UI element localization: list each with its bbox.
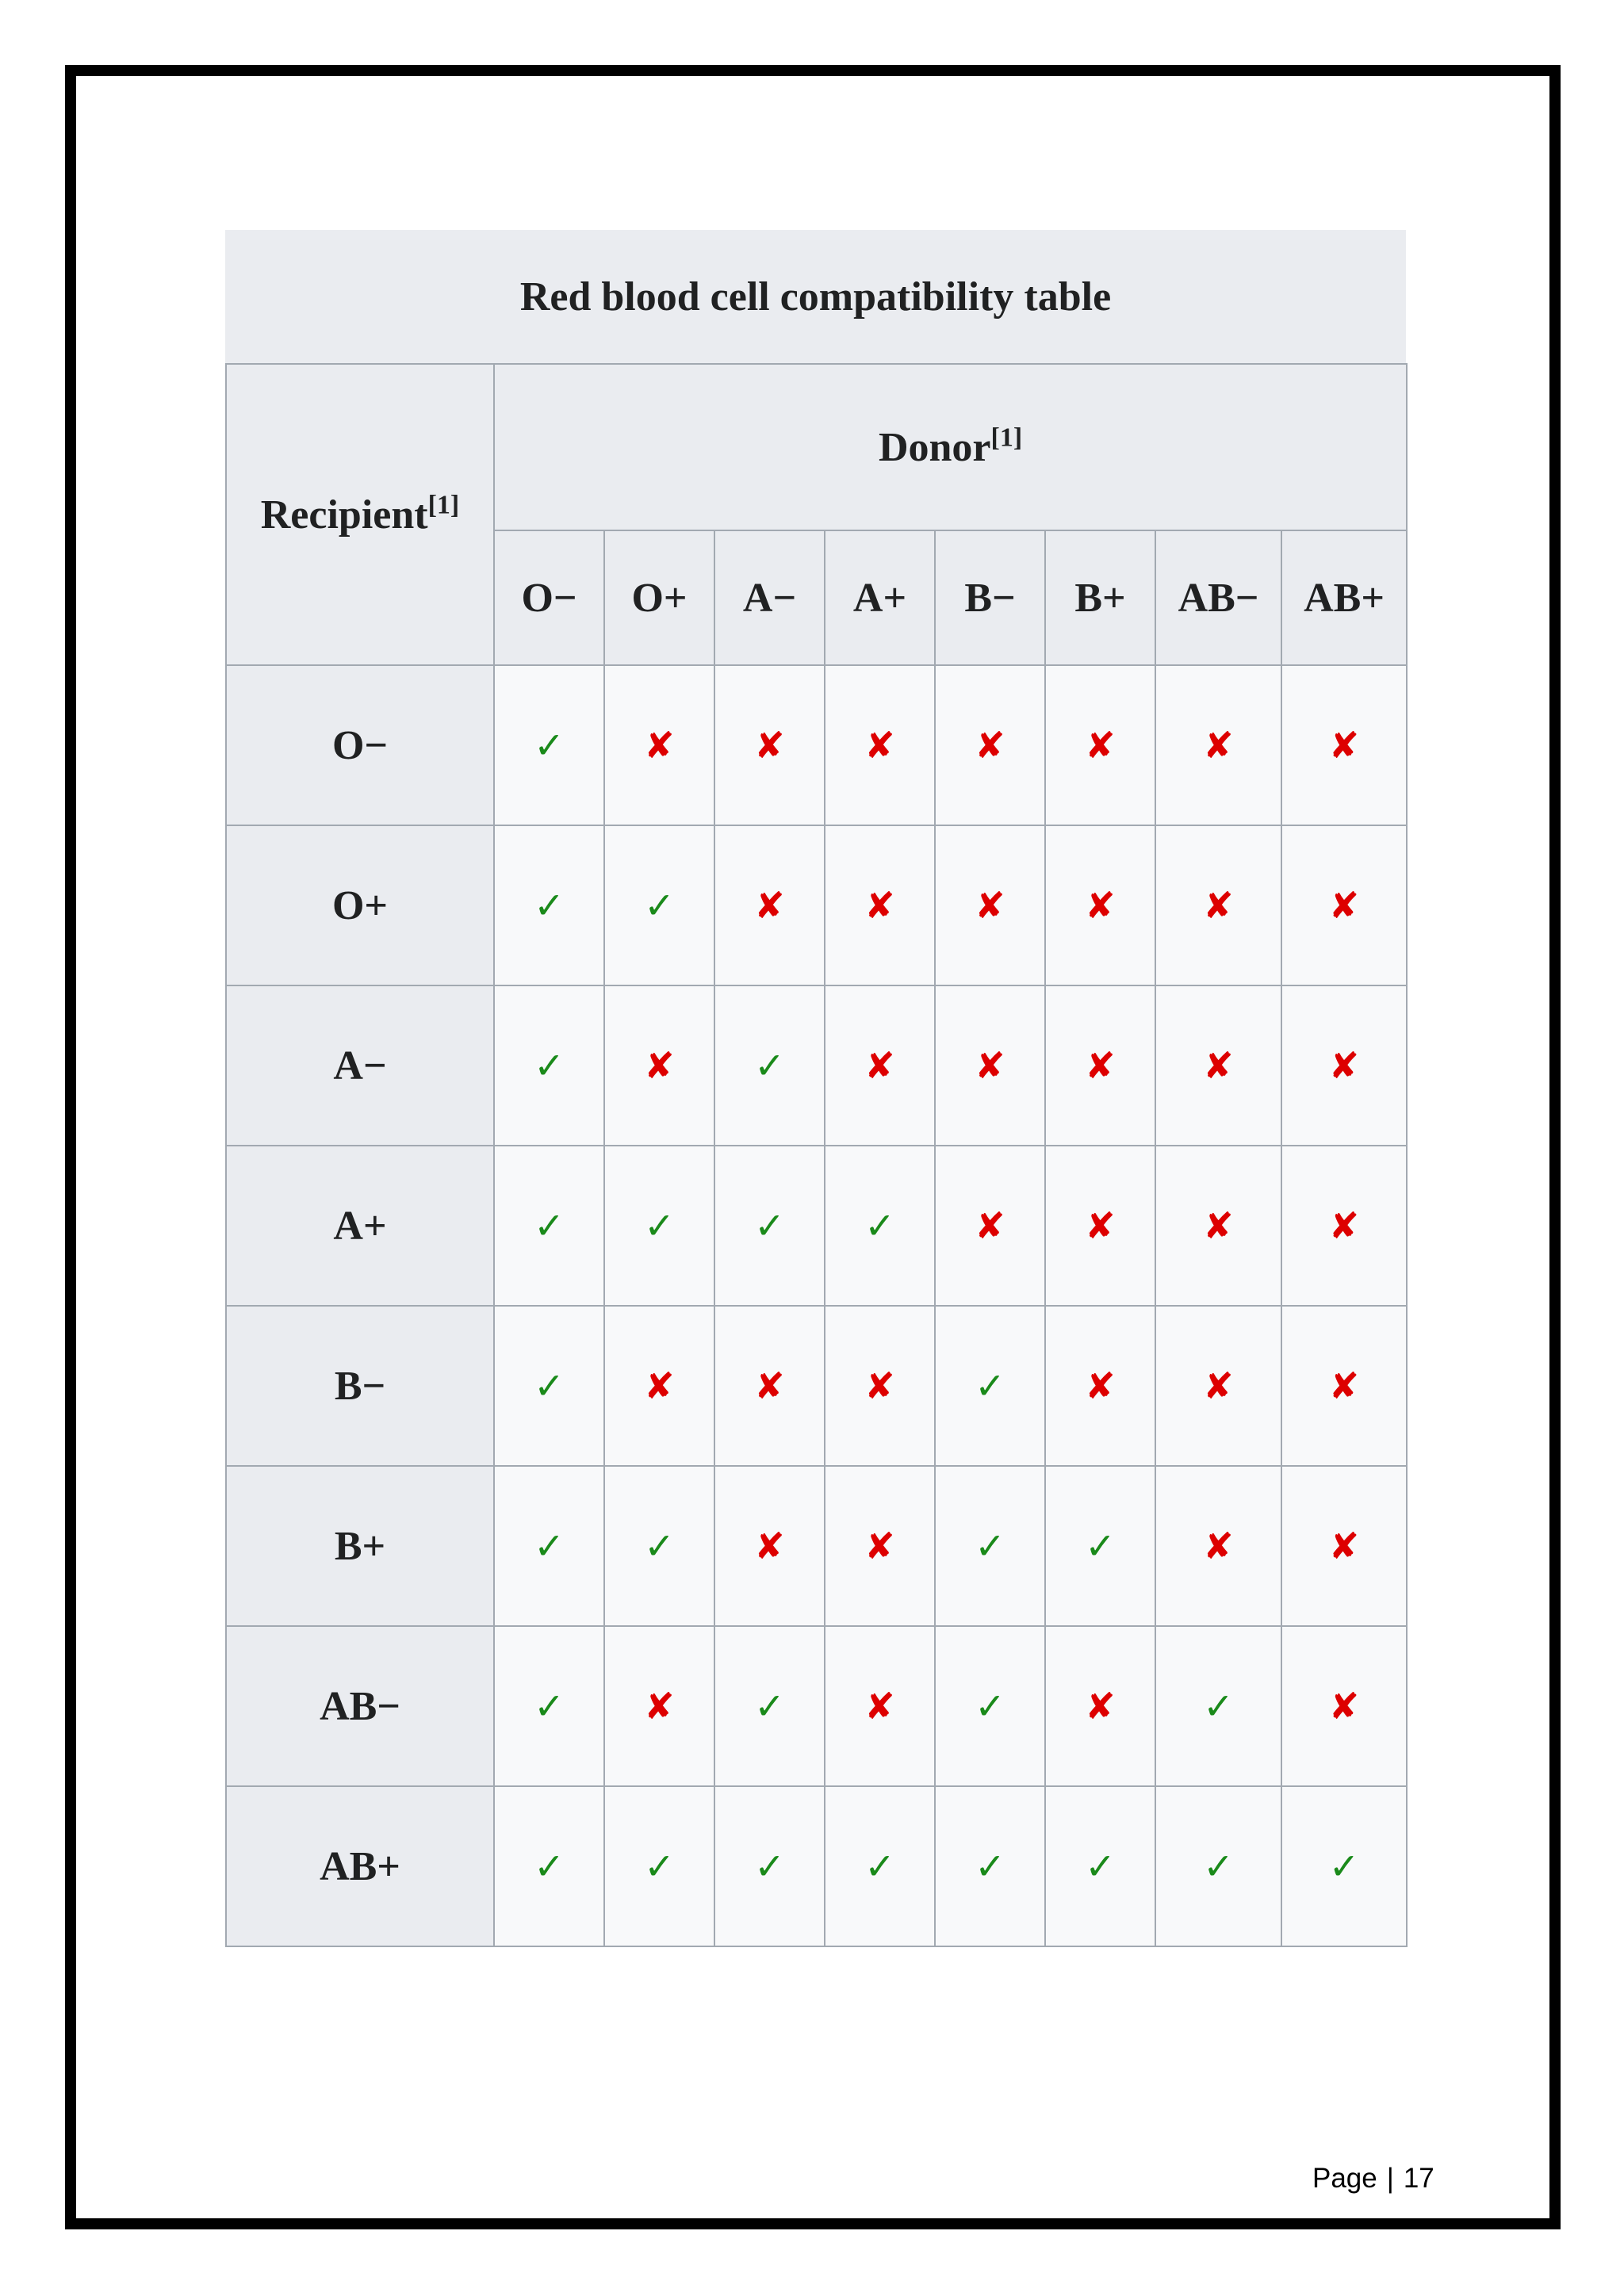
compat-cell	[935, 1146, 1045, 1306]
table-caption: Red blood cell compatibility table	[225, 230, 1406, 363]
compat-cell	[714, 825, 825, 985]
compat-cell	[1045, 1466, 1155, 1626]
cross-icon: ✘	[1328, 724, 1360, 767]
check-icon: ✓	[864, 1845, 895, 1888]
compat-cell	[494, 665, 604, 825]
compat-cell	[1155, 665, 1281, 825]
table-row	[226, 1626, 1407, 1786]
compat-cell	[1155, 1626, 1281, 1786]
compat-cell	[494, 1786, 604, 1946]
compat-cell	[935, 825, 1045, 985]
check-icon: ✓	[1203, 1685, 1234, 1728]
recipient-header	[226, 364, 494, 665]
cross-icon: ✘	[1085, 884, 1116, 927]
donor-label: Donor	[878, 424, 991, 470]
donor-type-header: A−	[714, 530, 825, 665]
compat-cell	[1281, 1146, 1407, 1306]
recipient-label: Recipient	[260, 492, 428, 538]
check-icon: ✓	[644, 1204, 675, 1247]
compat-cell	[604, 665, 714, 825]
cross-icon: ✘	[975, 884, 1005, 927]
cross-icon: ✘	[1085, 724, 1116, 767]
compat-cell	[825, 985, 935, 1146]
check-icon: ✓	[1085, 1525, 1116, 1567]
cross-icon: ✘	[754, 1525, 785, 1567]
table-row	[226, 1146, 1407, 1306]
donor-type-header: AB+	[1281, 530, 1407, 665]
page-label: Page	[1312, 2163, 1377, 2194]
donor-type-header: A+	[825, 530, 935, 665]
check-icon: ✓	[754, 1845, 785, 1888]
recipient-ref[interactable]: [1]	[427, 490, 460, 520]
compat-cell	[1045, 1626, 1155, 1786]
cross-icon: ✘	[644, 1685, 675, 1728]
compat-cell	[1155, 825, 1281, 985]
compat-cell	[1045, 1786, 1155, 1946]
compat-cell	[1045, 985, 1155, 1146]
check-icon: ✓	[975, 1364, 1005, 1407]
check-icon: ✓	[1328, 1845, 1360, 1888]
table-row	[226, 825, 1407, 985]
compat-cell	[1281, 1786, 1407, 1946]
cross-icon: ✘	[1328, 1685, 1360, 1728]
compat-cell	[714, 1466, 825, 1626]
compat-cell	[825, 825, 935, 985]
compat-cell	[825, 665, 935, 825]
compat-cell	[825, 1306, 935, 1466]
cross-icon: ✘	[1328, 1044, 1360, 1087]
cross-icon: ✘	[754, 1364, 785, 1407]
compat-cell	[494, 1466, 604, 1626]
recipient-type-header: B−	[226, 1306, 494, 1466]
cross-icon: ✘	[1203, 724, 1234, 767]
page-footer	[1312, 2163, 1434, 2195]
cross-icon: ✘	[1328, 1204, 1360, 1247]
cross-icon: ✘	[644, 1364, 675, 1407]
cross-icon: ✘	[864, 724, 895, 767]
compat-cell	[825, 1786, 935, 1946]
check-icon: ✓	[644, 1525, 675, 1567]
compat-cell	[604, 985, 714, 1146]
compat-cell	[1045, 825, 1155, 985]
compat-cell	[825, 1146, 935, 1306]
cross-icon: ✘	[1203, 1525, 1234, 1567]
compat-cell	[604, 1306, 714, 1466]
donor-type-header: AB−	[1155, 530, 1281, 665]
cross-icon: ✘	[1328, 1525, 1360, 1567]
donor-type-header: O−	[494, 530, 604, 665]
check-icon: ✓	[534, 1044, 565, 1087]
cross-icon: ✘	[754, 884, 785, 927]
compat-cell	[1155, 1306, 1281, 1466]
compat-cell	[825, 1626, 935, 1786]
recipient-type-header: AB+	[226, 1786, 494, 1946]
compat-cell	[1155, 1466, 1281, 1626]
cross-icon: ✘	[644, 1044, 675, 1087]
compat-cell	[714, 1146, 825, 1306]
check-icon: ✓	[754, 1044, 785, 1087]
compatibility-table	[225, 230, 1406, 1947]
cross-icon: ✘	[864, 884, 895, 927]
cross-icon: ✘	[1328, 884, 1360, 927]
compat-cell	[825, 1466, 935, 1626]
recipient-type-header: O−	[226, 665, 494, 825]
compat-cell	[935, 985, 1045, 1146]
check-icon: ✓	[534, 884, 565, 927]
check-icon: ✓	[534, 1685, 565, 1728]
compat-cell	[494, 1146, 604, 1306]
check-icon: ✓	[534, 1204, 565, 1247]
donor-type-header: B−	[935, 530, 1045, 665]
compat-cell	[714, 1786, 825, 1946]
check-icon: ✓	[534, 1525, 565, 1567]
table-row	[226, 1786, 1407, 1946]
compat-cell	[1281, 825, 1407, 985]
cross-icon: ✘	[975, 1044, 1005, 1087]
check-icon: ✓	[754, 1685, 785, 1728]
table-row	[226, 665, 1407, 825]
compat-cell	[1155, 1146, 1281, 1306]
check-icon: ✓	[754, 1204, 785, 1247]
cross-icon: ✘	[864, 1044, 895, 1087]
compat-cell	[604, 825, 714, 985]
cross-icon: ✘	[1203, 1364, 1234, 1407]
table-row	[226, 985, 1407, 1146]
compat-grid	[225, 363, 1408, 1947]
compat-cell	[1281, 1466, 1407, 1626]
compat-cell	[714, 665, 825, 825]
compat-cell	[714, 1306, 825, 1466]
check-icon: ✓	[975, 1525, 1005, 1567]
compat-cell	[1155, 985, 1281, 1146]
cross-icon: ✘	[1203, 1204, 1234, 1247]
page-separator: |	[1386, 2163, 1394, 2194]
donor-header	[494, 364, 1407, 530]
cross-icon: ✘	[975, 724, 1005, 767]
cross-icon: ✘	[1085, 1204, 1116, 1247]
recipient-type-header: B+	[226, 1466, 494, 1626]
check-icon: ✓	[1203, 1845, 1234, 1888]
check-icon: ✓	[975, 1685, 1005, 1728]
table-row	[226, 1306, 1407, 1466]
compat-cell	[1155, 1786, 1281, 1946]
cross-icon: ✘	[1085, 1685, 1116, 1728]
compat-cell	[1045, 1306, 1155, 1466]
compat-cell	[494, 825, 604, 985]
compat-cell	[604, 1466, 714, 1626]
cross-icon: ✘	[975, 1204, 1005, 1247]
cross-icon: ✘	[864, 1364, 895, 1407]
compat-cell	[1281, 1626, 1407, 1786]
table-row	[226, 1466, 1407, 1626]
compat-cell	[935, 1786, 1045, 1946]
compat-cell	[1281, 1306, 1407, 1466]
compat-cell	[935, 1626, 1045, 1786]
compat-cell	[714, 985, 825, 1146]
cross-icon: ✘	[644, 724, 675, 767]
check-icon: ✓	[1085, 1845, 1116, 1888]
cross-icon: ✘	[864, 1685, 895, 1728]
cross-icon: ✘	[1328, 1364, 1360, 1407]
check-icon: ✓	[534, 1364, 565, 1407]
check-icon: ✓	[534, 1845, 565, 1888]
check-icon: ✓	[864, 1204, 895, 1247]
compat-cell	[494, 985, 604, 1146]
donor-type-header: B+	[1045, 530, 1155, 665]
compat-cell	[604, 1146, 714, 1306]
compat-cell	[1045, 1146, 1155, 1306]
donor-type-header: O+	[604, 530, 714, 665]
compat-cell	[1045, 665, 1155, 825]
check-icon: ✓	[644, 1845, 675, 1888]
cross-icon: ✘	[1085, 1044, 1116, 1087]
compat-cell	[935, 665, 1045, 825]
page-number: 17	[1403, 2163, 1434, 2194]
compat-cell	[494, 1626, 604, 1786]
recipient-type-header: A−	[226, 985, 494, 1146]
compat-cell	[1281, 985, 1407, 1146]
cross-icon: ✘	[1203, 884, 1234, 927]
compat-cell	[1281, 665, 1407, 825]
check-icon: ✓	[534, 724, 565, 767]
cross-icon: ✘	[864, 1525, 895, 1567]
recipient-type-header: O+	[226, 825, 494, 985]
cross-icon: ✘	[1203, 1044, 1234, 1087]
compat-cell	[935, 1306, 1045, 1466]
compat-cell	[604, 1786, 714, 1946]
cross-icon: ✘	[1085, 1364, 1116, 1407]
cross-icon: ✘	[754, 724, 785, 767]
compat-cell	[604, 1626, 714, 1786]
compat-cell	[494, 1306, 604, 1466]
check-icon: ✓	[644, 884, 675, 927]
header-row-donor	[226, 364, 1407, 530]
compat-cell	[714, 1626, 825, 1786]
recipient-type-header: A+	[226, 1146, 494, 1306]
recipient-type-header: AB−	[226, 1626, 494, 1786]
check-icon: ✓	[975, 1845, 1005, 1888]
donor-ref[interactable]: [1]	[990, 423, 1023, 453]
compat-cell	[935, 1466, 1045, 1626]
